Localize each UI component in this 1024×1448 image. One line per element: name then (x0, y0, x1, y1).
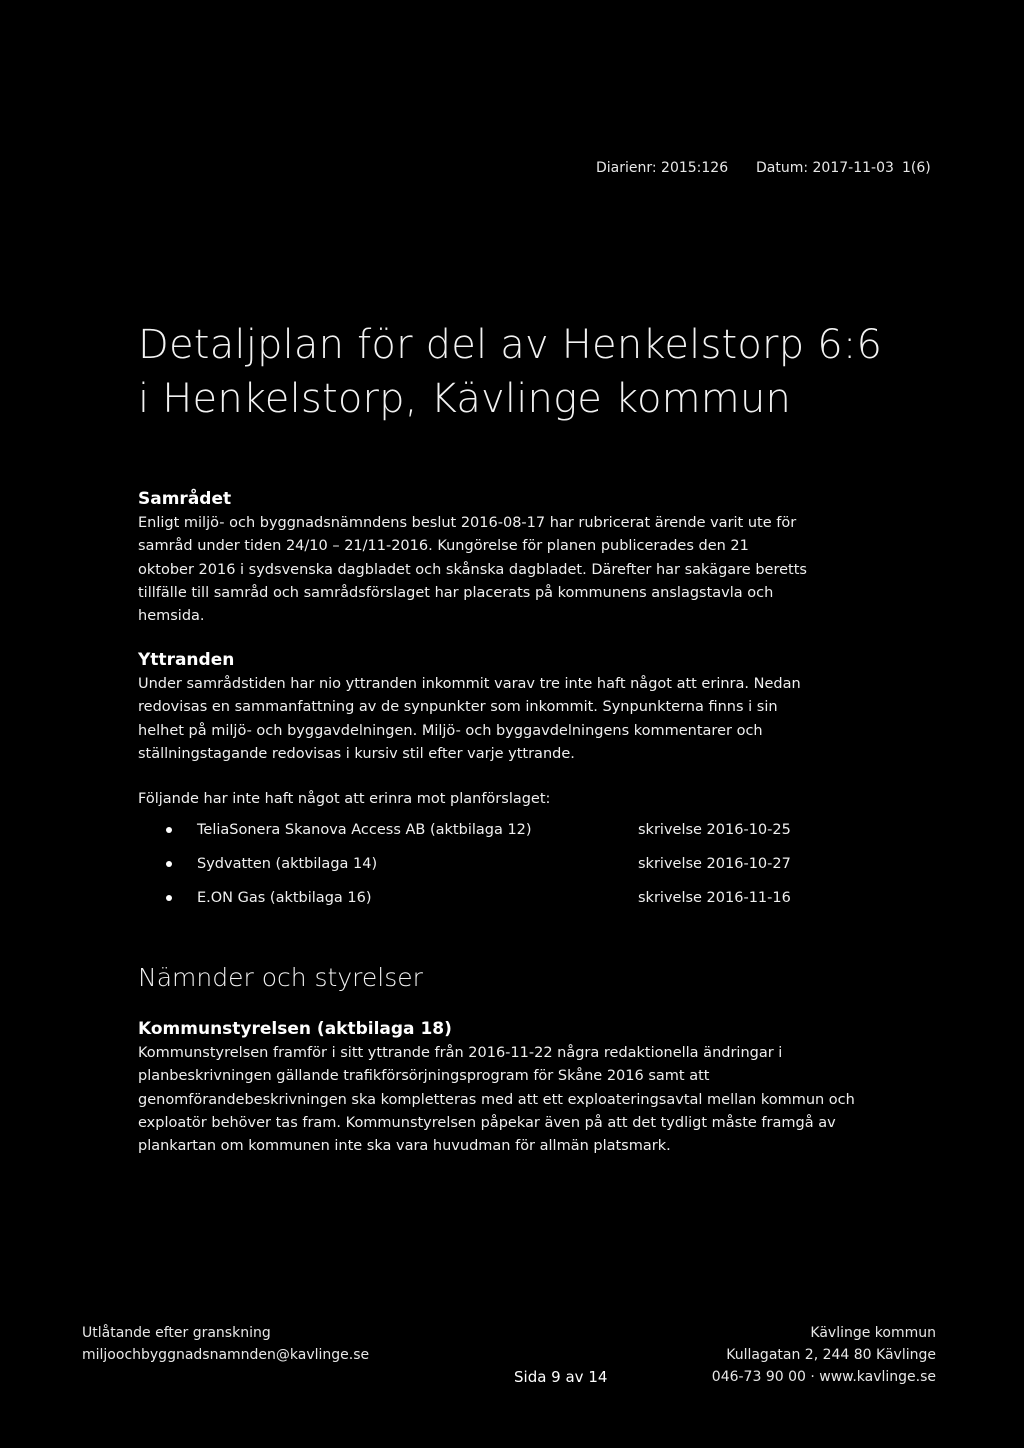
datum: Datum: 2017-11-03 (756, 160, 894, 176)
document-header (596, 160, 931, 176)
page-indicator: 1(6) (902, 160, 931, 176)
title-line-2: i Henkelstorp, Kävlinge kommun (138, 376, 792, 422)
kommunstyrelsen-line: exploatör behöver tas fram. Kommunstyrelsen påpekar även på att det tydligt måste framgå av (138, 1114, 836, 1131)
namnder-heading: Nämnder och styrelser (138, 963, 423, 992)
bullet-icon (166, 861, 172, 867)
list-item-date: skrivelse 2016-10-27 (638, 856, 791, 872)
list-item-name: Sydvatten (aktbilaga 14) (197, 856, 378, 872)
samradet-line: oktober 2016 i sydsvenska dagbladet och skånska dagbladet. Därefter har sakägare beretts (138, 561, 807, 578)
footer-organization: Kävlinge kommun (810, 1325, 936, 1341)
footer-email-link[interactable]: miljoochbyggnadsnamnden@kavlinge.se (82, 1347, 370, 1363)
list-item-date: skrivelse 2016-10-25 (638, 822, 791, 838)
yttranden-line: redovisas en sammanfattning av de synpunkter som inkommit. Synpunkterna finns i sin (138, 699, 778, 716)
footer-left (82, 1322, 369, 1366)
document-title (138, 318, 882, 426)
list-item-name: E.ON Gas (aktbilaga 16) (197, 890, 372, 906)
yttranden-heading: Yttranden (138, 650, 235, 670)
kommunstyrelsen-line: planbeskrivningen gällande trafikförsörjningsprogram för Skåne 2016 samt att (138, 1068, 710, 1085)
no-objection-intro-block (138, 788, 878, 811)
samradet-heading: Samrådet (138, 489, 232, 509)
bullet-icon (166, 895, 172, 901)
footer-address: Kullagatan 2, 244 80 Kävlinge (726, 1347, 936, 1363)
footer-contact[interactable]: 046-73 90 00 · www.kavlinge.se (711, 1369, 936, 1385)
yttranden-line: ställningstagande redovisas i kursiv stil efter varje yttrande. (138, 745, 575, 762)
bullet-icon (166, 827, 172, 833)
diarienr: Diarienr: 2015:126 (596, 160, 729, 176)
title-line-1: Detaljplan för del av Henkelstorp 6:6 (138, 322, 883, 368)
list-item-date: skrivelse 2016-11-16 (638, 890, 791, 906)
samradet-line: hemsida. (138, 608, 205, 625)
yttranden-line: Under samrådstiden har nio yttranden inkommit varav tre inte haft något att erinra. Nedan (138, 676, 801, 692)
kommunstyrelsen-section (138, 1016, 898, 1158)
no-objection-intro: Följande har inte haft något att erinra mot planförslaget: (138, 791, 551, 807)
page-number: Sida 9 av 14 (514, 1368, 608, 1386)
kommunstyrelsen-heading: Kommunstyrelsen (aktbilaga 18) (138, 1019, 452, 1039)
list-item-name: TeliaSonera Skanova Access AB (aktbilaga 12) (197, 822, 532, 838)
kommunstyrelsen-line: plankartan om kommunen inte ska vara huvudman för allmän platsmark. (138, 1138, 671, 1155)
samradet-section (138, 486, 878, 628)
samradet-line: tillfälle till samråd och samrådsförslaget har placerats på kommunens anslagstavla och (138, 584, 774, 601)
yttranden-section (138, 647, 878, 766)
samradet-line: samråd under tiden 24/10 – 21/11-2016. Kungörelse för planen publicerades den 21 (138, 538, 749, 555)
footer-right (712, 1322, 936, 1388)
samradet-line: Enligt miljö- och byggnadsnämndens beslut 2016-08-17 har rubricerat ärende varit ute för (138, 515, 797, 531)
kommunstyrelsen-line: Kommunstyrelsen framför i sitt yttrande från 2016-11-22 några redaktionella ändringar i (138, 1045, 783, 1061)
yttranden-line: helhet på miljö- och byggavdelningen. Miljö- och byggavdelningens kommentarer och (138, 722, 763, 739)
kommunstyrelsen-line: genomförandebeskrivningen ska kompletteras med att ett exploateringsavtal mellan kommun och (138, 1091, 855, 1108)
footer-document-type: Utlåtande efter granskning (82, 1325, 271, 1341)
